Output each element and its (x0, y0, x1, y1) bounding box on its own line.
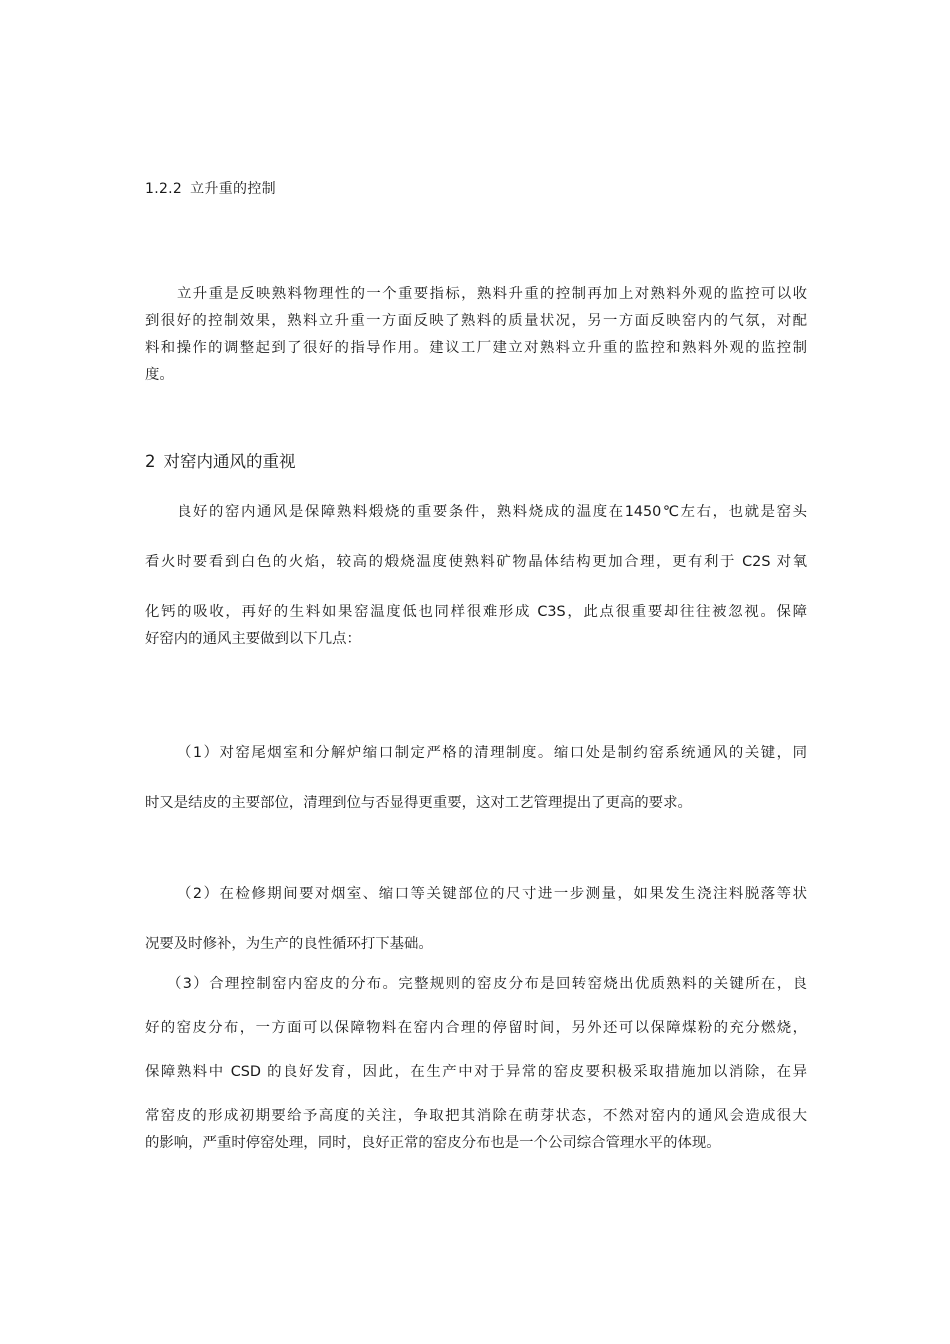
paragraph-line: 化钙的吸收，再好的生料如果窑温度低也同样很难形成 C3S，此点很重要却往往被忽视。保障 (145, 604, 807, 620)
paragraph-line: 良好的窑内通风是保障熟料煅烧的重要条件，熟料烧成的温度在1450℃左右，也就是窑头 (177, 504, 807, 520)
paragraph-line: 保障熟料中 CSD 的良好发育，因此，在生产中对于异常的窑皮要积极采取措施加以消除，在异 (145, 1064, 807, 1080)
paragraph-line: 常窑皮的形成初期要给予高度的关注，争取把其消除在萌芽状态，不然对窑内的通风会造成很大 (145, 1108, 807, 1124)
paragraph-line: 时又是结皮的主要部位，清理到位与否显得更重要，这对工艺管理提出了更高的要求。 (145, 795, 692, 811)
paragraph-line: 到很好的控制效果，熟料立升重一方面反映了熟料的质量状况，另一方面反映窑内的气氛，对配 (145, 313, 807, 329)
paragraph-line: 立升重是反映熟料物理性的一个重要指标，熟料升重的控制再加上对熟料外观的监控可以收 (177, 286, 807, 302)
paragraph-line: 看火时要看到白色的火焰，较高的煅烧温度使熟料矿物晶体结构更加合理，更有利于 C2S 对氧 (145, 554, 807, 570)
paragraph-line: 好窑内的通风主要做到以下几点： (145, 631, 361, 647)
paragraph-line: 料和操作的调整起到了很好的指导作用。建议工厂建立对熟料立升重的监控和熟料外观的监控制 (145, 340, 807, 356)
section-number: 2 (145, 452, 156, 471)
list-item-1 (145, 740, 807, 817)
paragraph-line: 的影响，严重时停窑处理，同时，良好正常的窑皮分布也是一个公司综合管理水平的体现。 (145, 1135, 721, 1151)
section-title: 对窑内通风的重视 (163, 452, 296, 471)
paragraph-tongfeng (145, 499, 807, 653)
section-number: 1.2.2 (145, 181, 183, 197)
paragraph-line: （1）对窑尾烟室和分解炉缩口制定严格的清理制度。缩口处是制约窑系统通风的关键，同 (177, 745, 807, 761)
section-title: 立升重的控制 (190, 181, 276, 197)
paragraph-line: 况要及时修补，为生产的良性循环打下基础。 (145, 936, 433, 952)
paragraph-line: 好的窑皮分布，一方面可以保障物料在窑内合理的停留时间，另外还可以保障煤粉的充分燃烧， (145, 1020, 807, 1036)
list-item-3 (145, 971, 807, 1157)
paragraph-line: （2）在检修期间要对烟室、缩口等关键部位的尺寸进一步测量，如果发生浇注料脱落等状 (177, 886, 807, 902)
section-heading-1-2-2 (145, 178, 807, 198)
paragraph-lishengzhong (145, 281, 807, 389)
list-item-2 (145, 881, 807, 958)
paragraph-line: 度。 (145, 367, 174, 383)
paragraph-line: （3）合理控制窑内窑皮的分布。完整规则的窑皮分布是回转窑烧出优质熟料的关键所在，良 (167, 976, 807, 992)
section-heading-2 (145, 448, 807, 472)
